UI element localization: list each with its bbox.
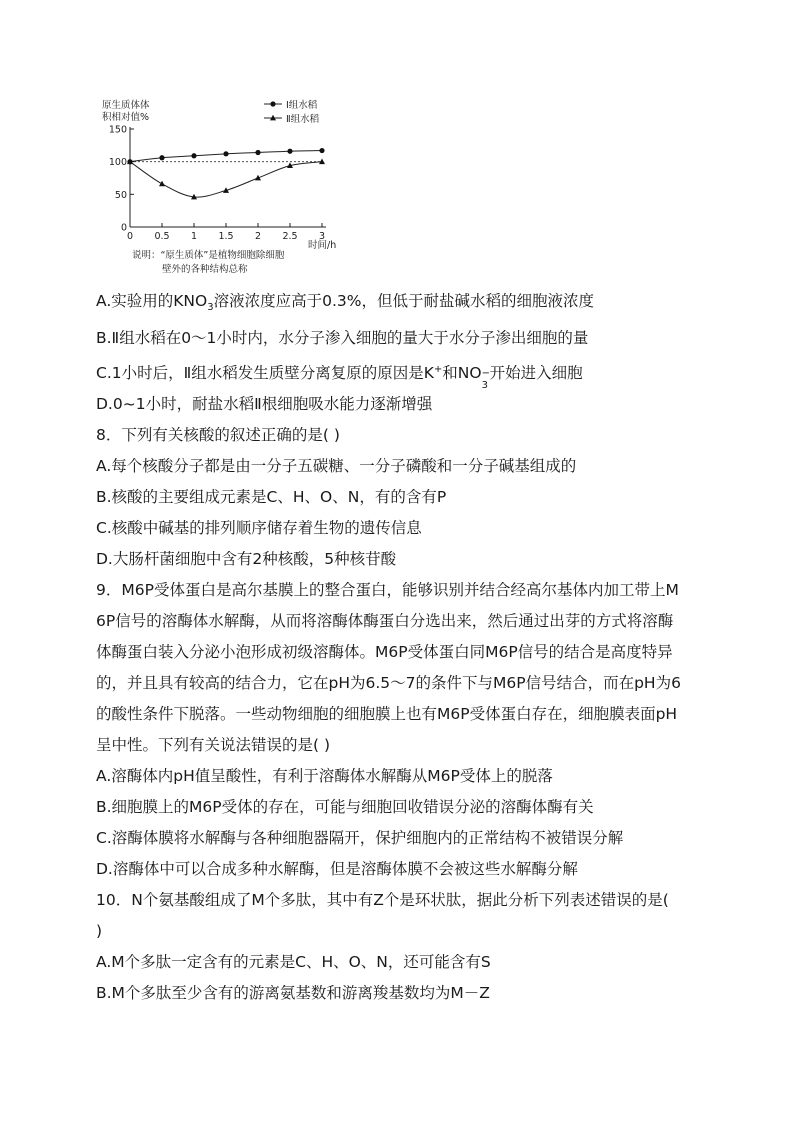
- chart-note-line-1: 说明：“原生质体”是植物细胞除细胞: [132, 250, 285, 261]
- q7-option-d: D.0~1小时，耐盐水稻Ⅱ根细胞吸水能力逐渐增强: [96, 395, 433, 414]
- y-tick-label: 0: [120, 222, 127, 234]
- x-tick-label: 1.5: [218, 231, 234, 242]
- series-1-point: [191, 153, 196, 158]
- q8-option-b: B.核酸的主要组成元素是C、H、O、N，有的含有P: [96, 488, 447, 507]
- q10-stem-line-2: ): [96, 922, 103, 941]
- x-tick-label: 0.5: [154, 231, 170, 242]
- y-tick-label: 50: [114, 189, 127, 201]
- q10-option-b: B.M个多肽至少含有的游离氨基数和游离羧基数均为M－Z: [96, 984, 490, 1003]
- q9-option-c: C.溶酶体膜将水解酶与各种细胞器隔开，保护细胞内的正常结构不被错误分解: [96, 829, 624, 848]
- series-1-point: [159, 155, 164, 160]
- y-tick-label: 150: [108, 124, 127, 136]
- x-axis-label: 时间/h: [308, 240, 337, 251]
- q8-stem: 8．下列有关核酸的叙述正确的是( ): [96, 426, 340, 445]
- q8-option-c: C.核酸中碱基的排列顺序储存着生物的遗传信息: [96, 519, 422, 538]
- legend-series-1: Ⅰ组水稻: [286, 100, 318, 111]
- protoplast-volume-chart: [98, 96, 348, 286]
- q10-stem-line-1: 10．N个氨基酸组成了M个多肽，其中有Z个是环状肽，据此分析下列表述错误的是(: [96, 891, 669, 910]
- legend-series-2: Ⅱ组水稻: [286, 114, 320, 125]
- series-2-point: [159, 181, 165, 187]
- q9-option-b: B.细胞膜上的M6P受体的存在，可能与细胞回收错误分泌的溶酶体酶有关: [96, 798, 594, 817]
- q9-stem-line-6: 呈中性。下列有关说法错误的是( ): [96, 736, 331, 755]
- chart-note-line-2: 壁外的各种结构总称: [162, 264, 248, 275]
- series-1-point: [223, 151, 228, 156]
- q9-stem-line-3: 体酶蛋白装入分泌小泡形成初级溶酶体。M6P受体蛋白同M6P信号的结合是高度特异: [96, 643, 673, 662]
- q9-option-a: A.溶酶体内pH值呈酸性，有利于溶酶体水解酶从M6P受体上的脱落: [96, 767, 553, 786]
- x-tick-label: 3: [318, 231, 326, 242]
- q9-stem-line-5: 的酸性条件下脱落。一些动物细胞的细胞膜上也有M6P受体蛋白存在，细胞膜表面pH: [96, 705, 678, 724]
- q9-stem-line-2: 6P信号的溶酶体水解酶，从而将溶酶体酶蛋白分选出来，然后通过出芽的方式将溶酶: [96, 612, 674, 631]
- series-1-point: [287, 149, 292, 154]
- series-1-point: [319, 148, 324, 153]
- y-axis-label-line-1: 原生质体体: [102, 100, 150, 111]
- x-tick-label: 0: [126, 231, 134, 242]
- series-1-point: [255, 150, 260, 155]
- q9-stem-line-1: 9．M6P受体蛋白是高尔基膜上的整合蛋白，能够识别并结合经高尔基体内加工带上M: [96, 581, 679, 600]
- q7-option-c: C.1小时后，Ⅱ组水稻发生质壁分离复原的原因是K+和NO − 3 开始进入细胞: [96, 364, 583, 392]
- legend-marker-1: [270, 101, 275, 106]
- x-tick-label: 2.5: [282, 231, 298, 242]
- q8-option-d: D.大肠杆菌细胞中含有2种核酸，5种核苷酸: [96, 550, 397, 569]
- x-tick-label: 2: [254, 231, 262, 242]
- q7-option-a: A.实验用的$KNO_3$溶液浓度应高于0.3%，但低于耐盐碱水稻的细胞液浓度: [96, 292, 594, 314]
- y-tick-label: 100: [108, 157, 127, 169]
- q7-option-b: B.Ⅱ组水稻在0～1小时内，水分子渗入细胞的量大于水分子渗出细胞的量: [96, 329, 589, 348]
- x-tick-label: 1: [190, 231, 198, 242]
- q10-option-a: A.M个多肽一定含有的元素是C、H、O、N，还可能含有S: [96, 953, 491, 972]
- q9-option-d: D.溶酶体中可以合成多种水解酶，但是溶酶体膜不会被这些水解酶分解: [96, 860, 578, 879]
- q9-stem-line-4: 的，并且具有较高的结合力，它在pH为6.5～7的条件下与M6P信号结合，而在pH为6: [96, 674, 681, 693]
- q8-option-a: A.每个核酸分子都是由一分子五碳糖、一分子磷酸和一分子碱基组成的: [96, 457, 577, 476]
- y-axis-label-line-2: 积相对值%: [102, 112, 150, 123]
- question-content: [96, 286, 716, 1009]
- line-chart: [98, 96, 348, 286]
